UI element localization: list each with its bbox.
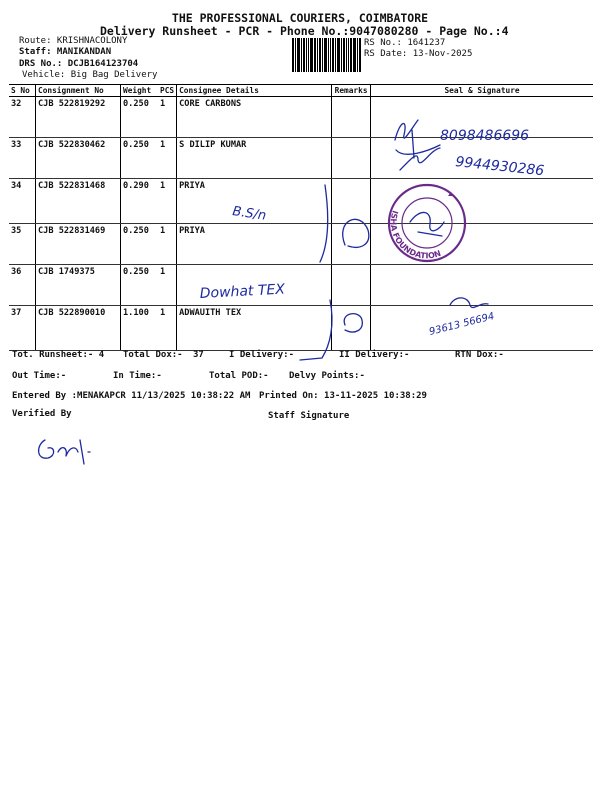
row-weight: 0.250 <box>121 97 159 138</box>
col-pcs: PCS <box>158 85 177 97</box>
row-consignment: CJB 522890010 <box>36 306 121 351</box>
handwritten-sign-34: B.S/n <box>231 204 268 224</box>
out-time: Out Time:- <box>12 371 67 381</box>
col-remarks: Remarks <box>332 85 371 97</box>
row-weight: 1.100 <box>121 306 159 351</box>
row-consignment: CJB 522819292 <box>36 97 121 138</box>
handwritten-number-37: 93613 56694 <box>428 311 496 338</box>
stamp <box>389 185 465 261</box>
row-sno: 33 <box>9 138 36 179</box>
drs-label: DRS No.: DCJB164123704 <box>19 59 139 69</box>
verified-by: Verified By <box>12 409 72 419</box>
row-weight: 0.250 <box>121 138 159 179</box>
row-sno: 34 <box>9 179 36 224</box>
printed-on: Printed On: 13-11-2025 10:38:29 <box>259 391 427 401</box>
total-pod: Total POD:- <box>209 371 269 381</box>
row-sno: 37 <box>9 306 36 351</box>
row-pcs: 1 <box>158 179 177 224</box>
company-name: THE PROFESSIONAL COURIERS, COIMBATORE <box>171 11 429 25</box>
row-consignee: PRIYA <box>177 179 332 224</box>
i-delivery: I Delivery:- <box>229 350 295 360</box>
row-consignment: CJB 522831468 <box>36 179 121 224</box>
total-dox-label: Total Dox:- <box>123 350 183 360</box>
vehicle-label: Vehicle: Big Bag Delivery <box>22 70 158 80</box>
runsheet-title: Delivery Runsheet - PCR - Phone No.:9047080280 - Page No.:4 <box>100 24 509 38</box>
handwritten-phone-1: 8098486696 <box>440 128 530 144</box>
row-consignee: PRIYA <box>177 224 332 265</box>
entered-by: Entered By :MENAKAPCR 11/13/2025 10:38:22 AM <box>12 391 251 401</box>
row-consignee: CORE CARBONS <box>177 97 332 138</box>
row-sno: 35 <box>9 224 36 265</box>
col-seal-signature: Seal & Signature <box>371 85 593 97</box>
row-consignment: CJB 522831469 <box>36 224 121 265</box>
tot-runsheet: Tot. Runsheet:- 4 <box>12 350 105 360</box>
row-sno: 36 <box>9 265 36 306</box>
row-sno: 32 <box>9 97 36 138</box>
total-dox-value: 37 <box>193 350 204 360</box>
row-consignment: CJB 1749375 <box>36 265 121 306</box>
row-weight: 0.250 <box>121 265 159 306</box>
rs-number: RS No.: 1641237 <box>364 38 446 48</box>
staff-signature-label: Staff Signature <box>268 411 350 421</box>
rtn-dox: RTN Dox:- <box>455 350 504 360</box>
row-consignee: S DILIP KUMAR <box>177 138 332 179</box>
col-weight: Weight <box>121 85 159 97</box>
row-consignment: CJB 522830462 <box>36 138 121 179</box>
row-pcs: 1 <box>158 224 177 265</box>
in-time: In Time:- <box>113 371 162 381</box>
stamp-text: ISHA FOUNDATION <box>388 209 443 261</box>
delvy-points: Delvy Points:- <box>289 371 365 381</box>
row-weight: 0.250 <box>121 224 159 265</box>
col-consignment: Consignment No <box>36 85 121 97</box>
staff-label: Staff: MANIKANDAN <box>19 47 112 57</box>
rs-date: RS Date: 13-Nov-2025 <box>364 49 473 59</box>
row-pcs: 1 <box>158 265 177 306</box>
col-sno: S No <box>9 85 36 97</box>
handwritten-phone-2: 9944930286 <box>454 154 545 180</box>
ii-delivery: II Delivery:- <box>339 350 410 360</box>
row-pcs: 1 <box>158 138 177 179</box>
row-pcs: 1 <box>158 306 177 351</box>
col-consignee: Consignee Details <box>177 85 332 97</box>
row-consignee: ADWAUITH TEX <box>177 306 332 351</box>
row-weight: 0.290 <box>121 179 159 224</box>
handwritten-sign-36: Dowhat TEX <box>199 281 286 302</box>
row-pcs: 1 <box>158 97 177 138</box>
route-label: Route: KRISHNACOLONY <box>19 36 128 46</box>
